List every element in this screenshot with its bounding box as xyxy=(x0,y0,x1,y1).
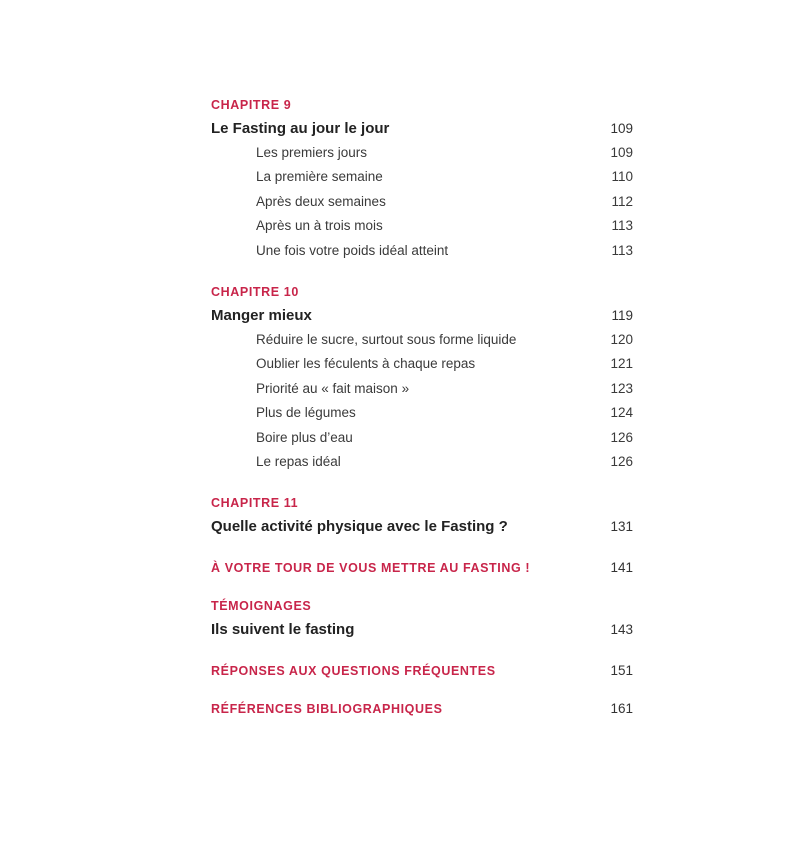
faq-section xyxy=(211,662,633,680)
testimonials-section xyxy=(211,597,633,642)
toc-entry-page: 112 xyxy=(611,193,633,209)
your-turn-page: 141 xyxy=(610,560,633,576)
toc-entry-page: 110 xyxy=(611,169,633,185)
your-turn-label: À VOTRE TOUR DE VOUS METTRE AU FASTING ! xyxy=(211,561,531,576)
toc-entry-text: Réduire le sucre, surtout sous forme liquide xyxy=(256,331,517,347)
references-section xyxy=(211,700,633,718)
toc-entry-page: 126 xyxy=(610,429,633,445)
toc-entry[interactable] xyxy=(211,328,633,352)
faq-page: 151 xyxy=(610,663,633,679)
toc-entry-page: 126 xyxy=(610,453,633,469)
chapter-9-label: CHAPITRE 9 xyxy=(211,98,292,112)
testimonials-page: 143 xyxy=(610,622,633,638)
chapter-11-title: Quelle activité physique avec le Fasting ? xyxy=(211,518,508,536)
references-row[interactable] xyxy=(211,700,633,718)
toc-entry-text: Après deux semaines xyxy=(256,193,386,209)
toc-entry-text: Le repas idéal xyxy=(256,453,341,469)
chapter-9-page: 109 xyxy=(610,121,633,136)
chapter-11-section xyxy=(211,494,633,539)
chapter-11-label: CHAPITRE 11 xyxy=(211,496,299,511)
toc-entry[interactable] xyxy=(211,141,633,165)
testimonials-title: Ils suivent le fasting xyxy=(211,621,355,639)
references-page: 161 xyxy=(610,701,633,717)
chapter-10-page: 119 xyxy=(611,307,633,323)
chapter-9-title-row[interactable] xyxy=(211,117,633,141)
toc-entry[interactable] xyxy=(211,377,633,401)
your-turn-section xyxy=(211,559,633,577)
chapter-9-title: Le Fasting au jour le jour xyxy=(211,120,390,137)
toc-entry-page: 123 xyxy=(610,380,633,396)
faq-row[interactable] xyxy=(211,662,633,680)
toc-entry[interactable] xyxy=(211,352,633,376)
toc-entry-page: 124 xyxy=(610,405,633,421)
table-of-contents xyxy=(211,96,633,738)
toc-entry-text: Les premiers jours xyxy=(256,145,368,160)
toc-entry-text: Priorité au « fait maison » xyxy=(256,380,410,396)
chapter-10-label: CHAPITRE 10 xyxy=(211,284,299,299)
toc-entry-page: 120 xyxy=(610,331,633,347)
chapter-10-section xyxy=(211,283,633,474)
toc-entry-text: Oublier les féculents à chaque repas xyxy=(256,356,476,372)
chapter-9-section xyxy=(211,96,633,263)
toc-entry[interactable] xyxy=(211,239,633,263)
toc-entry-text: Après un à trois mois xyxy=(256,218,383,234)
your-turn-row[interactable] xyxy=(211,559,633,577)
testimonials-label: TÉMOIGNAGES xyxy=(211,599,312,614)
chapter-11-page: 131 xyxy=(610,519,633,535)
toc-entry[interactable] xyxy=(211,214,633,238)
toc-entry[interactable] xyxy=(211,165,633,189)
testimonials-title-row[interactable] xyxy=(211,618,633,642)
toc-entry-page: 109 xyxy=(610,145,633,160)
toc-entry-text: Boire plus d’eau xyxy=(256,429,353,445)
toc-entry-text: Plus de légumes xyxy=(256,405,356,421)
toc-entry[interactable] xyxy=(211,190,633,214)
toc-entry-page: 121 xyxy=(610,356,633,372)
toc-entry[interactable] xyxy=(211,426,633,450)
chapter-10-title-row[interactable] xyxy=(211,304,633,328)
faq-label: RÉPONSES AUX QUESTIONS FRÉQUENTES xyxy=(211,664,496,679)
toc-entry[interactable] xyxy=(211,450,633,474)
chapter-11-title-row[interactable] xyxy=(211,515,633,539)
toc-entry-text: Une fois votre poids idéal atteint xyxy=(256,242,449,258)
toc-entry-page: 113 xyxy=(611,242,633,258)
toc-entry-text: La première semaine xyxy=(256,169,383,185)
references-label: RÉFÉRENCES BIBLIOGRAPHIQUES xyxy=(211,702,443,717)
toc-entry-page: 113 xyxy=(611,218,633,234)
chapter-10-title: Manger mieux xyxy=(211,306,312,324)
toc-entry[interactable] xyxy=(211,401,633,425)
